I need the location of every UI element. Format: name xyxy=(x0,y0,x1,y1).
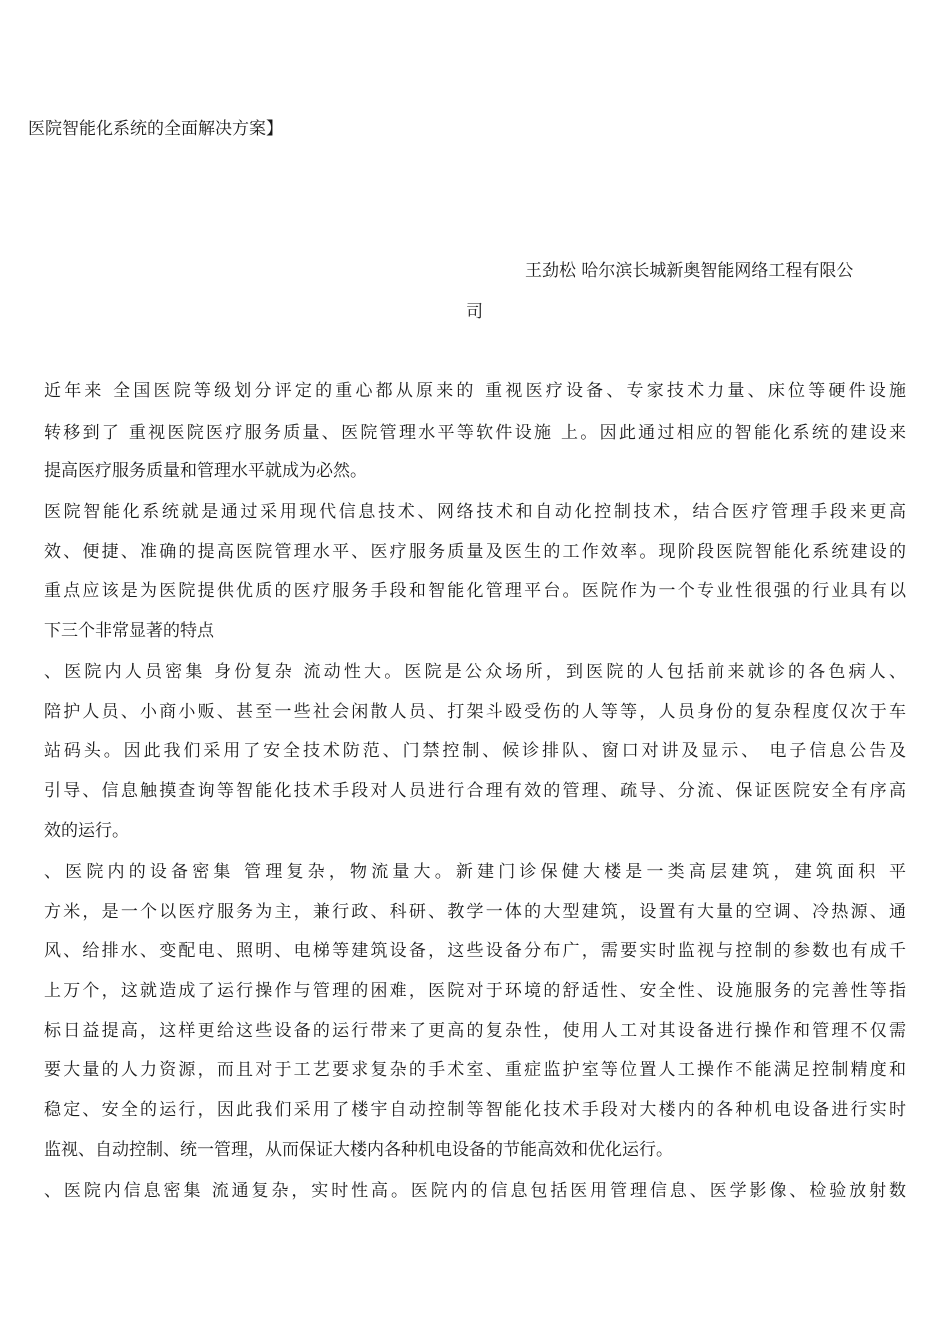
body-line: 医院智能化系统就是通过采用现代信息技术、网络技术和自动化控制技术，结合医疗管理手段来更高 xyxy=(44,502,906,522)
author-affiliation: 王劲松 哈尔滨长城新奥智能网络工程有限公 xyxy=(525,261,854,281)
body-line: 上万个，这就造成了运行操作与管理的困难，医院对于环境的舒适性、安全性、设施服务的完善性等指 xyxy=(44,981,906,1001)
body-line: 、医院内信息密集 流通复杂，实时性高。医院内的信息包括医用管理信息、医学影像、检验放射数 xyxy=(44,1181,906,1201)
body-line: 要大量的人力资源，而且对于工艺要求复杂的手术室、重症监护室等位置人工操作不能满足控制精度和 xyxy=(44,1060,906,1080)
body-line: 效、便捷、准确的提高医院管理水平、医疗服务质量及医生的工作效率。现阶段医院智能化系统建设的 xyxy=(44,542,906,562)
body-line: 转移到了 重视医院医疗服务质量、医院管理水平等软件设施 上。因此通过相应的智能化系统的建设来 xyxy=(44,423,906,443)
body-line: 稳定、安全的运行，因此我们采用了楼宇自动控制等智能化技术手段对大楼内的各种机电设备进行实时 xyxy=(44,1100,906,1120)
author-affiliation-continued: 司 xyxy=(466,302,483,322)
body-line: 效的运行。 xyxy=(44,821,129,841)
body-line: 提高医疗服务质量和管理水平就成为必然。 xyxy=(44,461,367,481)
body-line: 站码头。因此我们采用了安全技术防范、门禁控制、候诊排队、窗口对讲及显示、 电子信息公告及 xyxy=(44,741,906,761)
body-line: 监视、自动控制、统一管理，从而保证大楼内各种机电设备的节能高效和优化运行。 xyxy=(44,1140,673,1160)
body-line: 标日益提高，这样更给这些设备的运行带来了更高的复杂性，使用人工对其设备进行操作和管理不仅需 xyxy=(44,1021,906,1041)
body-line: 陪护人员、小商小贩、甚至一些社会闲散人员、打架斗殴受伤的人等等，人员身份的复杂程度仅次于车 xyxy=(44,702,906,722)
body-line: 引导、信息触摸查询等智能化技术手段对人员进行合理有效的管理、疏导、分流、保证医院安全有序高 xyxy=(44,781,906,801)
document-title: 医院智能化系统的全面解决方案】 xyxy=(28,119,283,139)
body-line: 方米，是一个以医疗服务为主，兼行政、科研、教学一体的大型建筑，设置有大量的空调、冷热源、通 xyxy=(44,902,906,922)
body-line: 下三个非常显著的特点 xyxy=(44,621,214,641)
body-line: 、医院内人员密集 身份复杂 流动性大。医院是公众场所，到医院的人包括前来就诊的各色病人、 xyxy=(44,662,906,682)
body-line: 重点应该是为医院提供优质的医疗服务手段和智能化管理平台。医院作为一个专业性很强的行业具有以 xyxy=(44,581,906,601)
body-line: 风、给排水、变配电、照明、电梯等建筑设备，这些设备分布广，需要实时监视与控制的参数也有成千 xyxy=(44,941,906,961)
body-line: 、医院内的设备密集 管理复杂，物流量大。新建门诊保健大楼是一类高层建筑，建筑面积 平 xyxy=(44,862,906,882)
body-line: 近年来 全国医院等级划分评定的重心都从原来的 重视医疗设备、专家技术力量、床位等硬件设施 xyxy=(44,381,906,401)
